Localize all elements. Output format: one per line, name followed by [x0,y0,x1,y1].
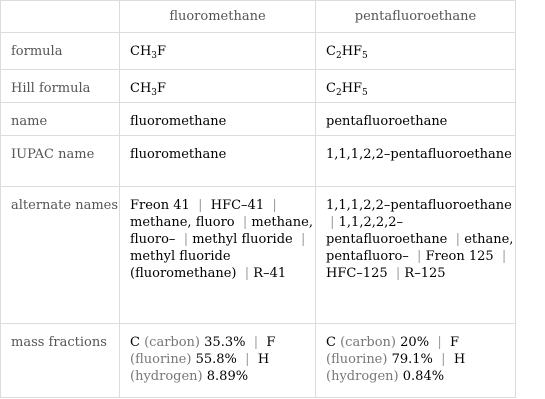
separator: | [437,352,450,367]
separator: | [249,335,263,350]
element-symbol: C [130,335,140,350]
element-symbol: F [450,335,460,350]
element-symbol: F [266,335,276,350]
formula-part: HF [341,44,363,59]
mass-value: 79.1% [391,352,433,367]
row-label: alternate names [1,187,120,324]
formula-pentafluoroethane [316,33,516,70]
formula-part: CH [130,44,152,59]
row-mass-fractions [1,324,516,398]
row-formula [1,33,516,70]
separator: | [391,266,401,281]
element-name: (hydrogen) [326,369,399,384]
separator: | [296,232,306,247]
name-fluoromethane: fluoromethane [120,103,316,136]
element-symbol: H [453,352,466,367]
row-label: mass fractions [1,324,120,398]
formula-subscript: 3 [151,88,158,98]
mass-value: 20% [400,335,430,350]
alt-name: Freon 125 [425,249,494,264]
header-fluoromethane: fluoromethane [120,1,316,33]
element-name: (carbon) [144,335,201,350]
formula-subscript: 3 [151,51,158,61]
name-pentafluoroethane: pentafluoroethane [316,103,516,136]
formula-subscript: 2 [335,88,342,98]
hill-pentafluoroethane [316,70,516,103]
iupac-pentafluoroethane: 1,1,1,2,2–pentafluoroethane [316,136,516,187]
header-empty-cell [1,1,120,33]
formula-part: HF [341,81,363,96]
alt-name: methyl fluoride (fluoromethane) [130,249,237,281]
row-label: Hill formula [1,70,120,103]
hill-fluoromethane [120,70,316,103]
separator: | [326,215,335,230]
separator: | [451,232,461,247]
alt-name: HFC–125 [326,266,388,281]
formula-subscript: 2 [335,51,342,61]
mass-fluoromethane [120,324,316,398]
alt-name: methane, fluoro– [130,215,313,247]
separator: | [412,249,422,264]
mass-pentafluoroethane [316,324,516,398]
element-name: (hydrogen) [130,369,203,384]
mass-value: 35.3% [204,335,246,350]
element-symbol: H [257,352,270,367]
formula-fluoromethane [120,33,316,70]
mass-value: 0.84% [402,369,445,384]
formula-part: F [157,81,167,96]
formula-subscript: 5 [362,51,368,61]
alt-name: HFC–41 [210,198,265,213]
separator: | [179,232,189,247]
separator: | [193,198,207,213]
row-alternate-names [1,187,516,324]
separator: | [240,266,250,281]
separator: | [268,198,277,213]
mass-value: 8.89% [206,369,249,384]
header-row [1,1,516,33]
element-symbol: C [326,335,336,350]
formula-subscript: 5 [362,88,368,98]
separator: | [241,352,254,367]
alt-names-pentafluoroethane [316,187,516,324]
formula-part: F [157,44,167,59]
row-label: name [1,103,120,136]
formula-part: CH [130,81,152,96]
alt-names-fluoromethane [120,187,316,324]
element-name: (carbon) [340,335,397,350]
element-name: (fluorine) [326,352,388,367]
separator: | [497,249,511,264]
separator: | [433,335,446,350]
separator: | [238,215,248,230]
alt-name: methyl fluoride [192,232,293,247]
alt-name: methane, fluoro [130,215,235,230]
element-name: (fluorine) [130,352,192,367]
row-iupac-name [1,136,516,187]
formula-part: C [326,44,336,59]
row-label: formula [1,33,120,70]
alt-name: Freon 41 [130,198,190,213]
row-label: IUPAC name [1,136,120,187]
row-name [1,103,516,136]
alt-name: 1,1,1,2,2–pentafluoroethane [326,198,512,213]
formula-part: C [326,81,336,96]
alt-name: R–41 [253,266,287,281]
alt-name: R–125 [404,266,446,281]
header-pentafluoroethane: pentafluoroethane [316,1,516,33]
row-hill-formula [1,70,516,103]
iupac-fluoromethane: fluoromethane [120,136,316,187]
alt-name: 1,1,2,2,2–pentafluoroethane [326,215,448,247]
mass-value: 55.8% [195,352,237,367]
alt-name: ethane, pentafluoro– [326,232,514,264]
